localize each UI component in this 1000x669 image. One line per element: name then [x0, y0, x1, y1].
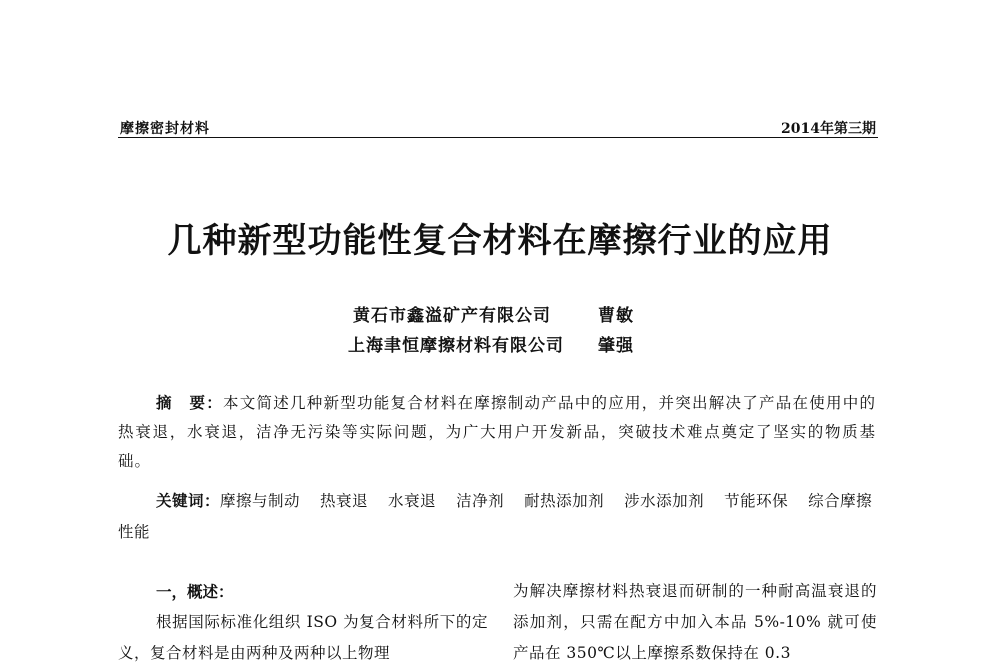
keywords [118, 485, 876, 548]
keyword: 热衰退 [320, 492, 369, 510]
author-2-organization: 上海聿恒摩擦材料有限公司 [348, 336, 564, 356]
keyword: 水衰退 [388, 492, 437, 510]
abstract-text: 本文简述几种新型功能复合材料在摩擦制动产品中的应用，并突出解决了产品在使用中的热衰退，水衰退，洁净无污染等实际问题，为广大用户开发新品，突破技术难点奠定了坚实的物质基础。 [118, 394, 876, 470]
journal-name: 摩擦密封材料 [120, 121, 210, 137]
keyword: 耐热添加剂 [524, 492, 605, 510]
keyword: 节能环保 [724, 492, 789, 510]
keyword: 综合摩擦性能 [118, 492, 873, 541]
keyword: 洁净剂 [456, 492, 505, 510]
body-column-left [118, 576, 488, 669]
keywords-label: 关键词： [156, 491, 221, 510]
body-paragraph: 为解决摩擦材料热衰退而研制的一种耐高温衰退的添加剂，只需在配方中加入本品 5%-10% 就可使产品在 350℃以上摩擦系数保持在 0.3 [513, 582, 877, 662]
abstract [118, 388, 876, 476]
author-2-name: 肇强 [598, 336, 634, 356]
keyword: 摩擦与制动 [220, 492, 301, 510]
journal-issue: 2014年第三期 [781, 121, 876, 137]
abstract-label: 摘 要： [156, 393, 223, 412]
keyword: 涉水添加剂 [624, 492, 705, 510]
author-1-name: 曹敏 [598, 306, 634, 326]
header-divider [118, 137, 878, 138]
author-1-organization: 黄石市鑫溢矿产有限公司 [353, 306, 551, 326]
section-heading: 一，概述： [156, 582, 234, 601]
article-title: 几种新型功能性复合材料在摩擦行业的应用 [167, 221, 833, 261]
body-paragraph: 根据国际标准化组织 ISO 为复合材料所下的定义，复合材料是由两种及两种以上物理 [118, 613, 488, 662]
body-column-right [513, 576, 877, 669]
